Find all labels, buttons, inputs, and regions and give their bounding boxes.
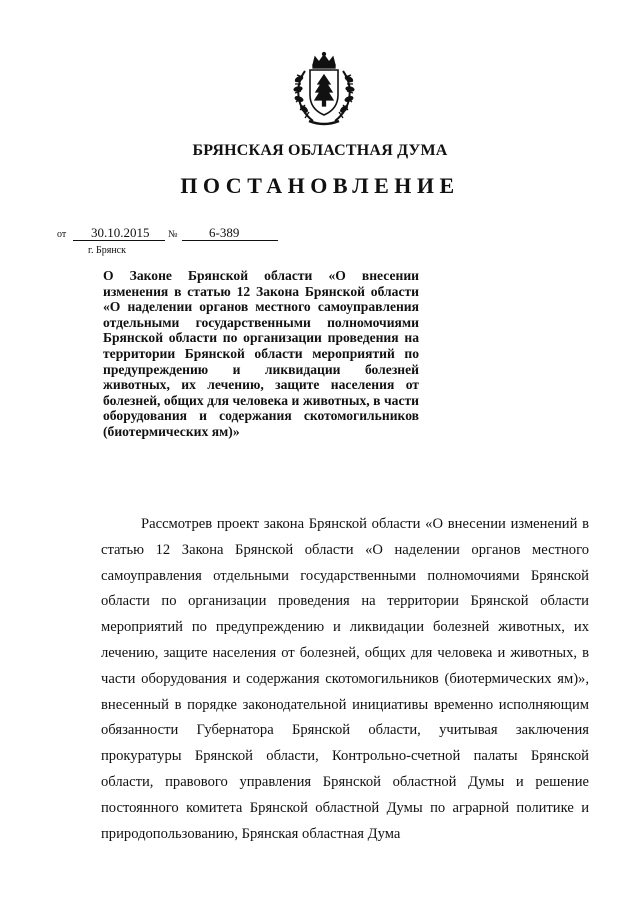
resolution-title: О Законе Брянской области «О внесении изменения в статью 12 Закона Брянской области «О наделении органов местного самоуправления отдельными государственными полномочиями Брянской области по организации проведения на территории Брянской области мероприятий по предупреждению и ликвидации болезней животных, их лечению, защите населения от болезней, общих для человека и животных, в части оборудования и содержания скотомогильников (биотермических ям)» — [103, 268, 419, 439]
date-label: от — [57, 229, 67, 240]
resolution-body: Рассмотрев проект закона Брянской области «О внесении изменений в статью 12 Закона Брянской области «О наделении органов местного самоуправления отдельными государственными полномочиями Брянской области по организации проведения на территории Брянской области мероприятий по предупреждению и ликвидации болезней животных, их лечению, защите населения от болезней, общих для человека и животных, в части оборудования и содержания скотомогильников (биотермических ям)», внесенный в порядке законодательной инициативы временно исполняющим обязанности Губернатора Брянской области, учитывая заключения прокуратуры Брянской области, Контрольно-счетной палаты Брянской области, правового управления Брянской областной Думы и решение постоянного комитета Брянской областной Думы по аграрной политике и природопользованию, Брянская областная Дума — [101, 516, 589, 842]
number-label: № — [168, 229, 178, 240]
bryansk-coat-of-arms-icon — [291, 51, 357, 129]
date-value: 30.10.2015 — [91, 225, 150, 240]
city-label: г. Брянск — [88, 245, 126, 256]
document-type-title: ПОСТАНОВЛЕНИЕ — [180, 173, 460, 198]
organization-name: БРЯНСКАЯ ОБЛАСТНАЯ ДУМА — [192, 142, 448, 159]
number-value: 6-389 — [209, 225, 240, 240]
